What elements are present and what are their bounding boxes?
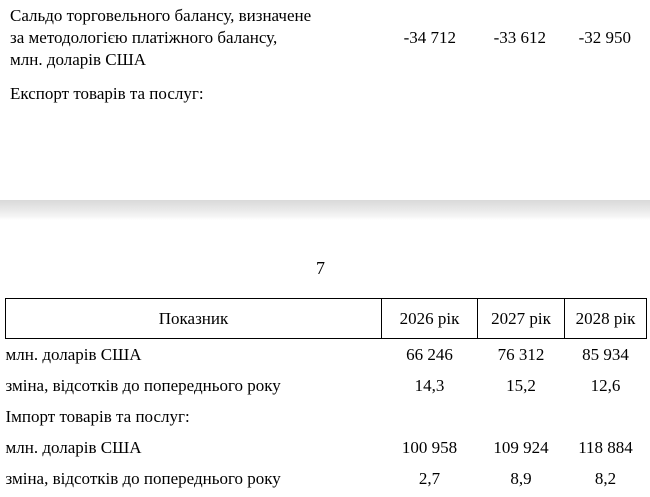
page-number: 7 (316, 258, 325, 278)
table-row (6, 463, 647, 494)
balance-value-2028: -32 950 (578, 28, 631, 47)
row-label: зміна, відсотків до попереднього року (5, 375, 281, 395)
header-2026: 2026 рік (382, 299, 478, 339)
cell-2027: 8,9 (510, 468, 532, 488)
header-2027: 2027 рік (478, 299, 565, 339)
row-label: млн. доларів США (5, 437, 142, 457)
cell-2026: 14,3 (414, 375, 445, 395)
row-label: зміна, відсотків до попереднього року (5, 468, 281, 488)
balance-label-line-1: Сальдо торговельного балансу, визначене (10, 6, 312, 25)
row-label: Імпорт товарів та послуг: (5, 406, 190, 426)
cell-2026: 66 246 (406, 344, 453, 364)
table-row (6, 432, 647, 463)
cell-2028: 85 934 (582, 344, 629, 364)
header-indicator: Показник (6, 299, 382, 339)
table-row (6, 339, 647, 371)
cell-2027 (478, 401, 565, 432)
balance-value-2027: -33 612 (493, 28, 546, 47)
cell-2028: 118 884 (578, 437, 633, 457)
balance-value-2026: -34 712 (403, 28, 456, 47)
table-row (6, 370, 647, 401)
cell-2027: 76 312 (497, 344, 545, 364)
indicators-table (5, 298, 647, 494)
header-2028: 2028 рік (565, 299, 647, 339)
balance-label-line-3: млн. доларів США (10, 50, 147, 69)
cell-2027: 109 924 (493, 437, 549, 457)
page-break-gap (0, 200, 650, 220)
previous-page-fragment (0, 0, 650, 200)
cell-2026 (382, 401, 478, 432)
cell-2026: 100 958 (401, 437, 458, 457)
table-header-row (6, 299, 647, 339)
cell-2028: 12,6 (590, 375, 621, 395)
cell-2028: 8,2 (594, 468, 617, 488)
cell-2026: 2,7 (418, 468, 441, 488)
table-row (6, 401, 647, 432)
exports-heading: Експорт товарів та послуг: (10, 84, 204, 103)
cell-2027: 15,2 (506, 375, 536, 395)
balance-label-line-2: за методологією платіжного балансу, (10, 28, 278, 47)
cell-2028 (565, 401, 647, 432)
row-label: млн. доларів США (5, 344, 142, 364)
